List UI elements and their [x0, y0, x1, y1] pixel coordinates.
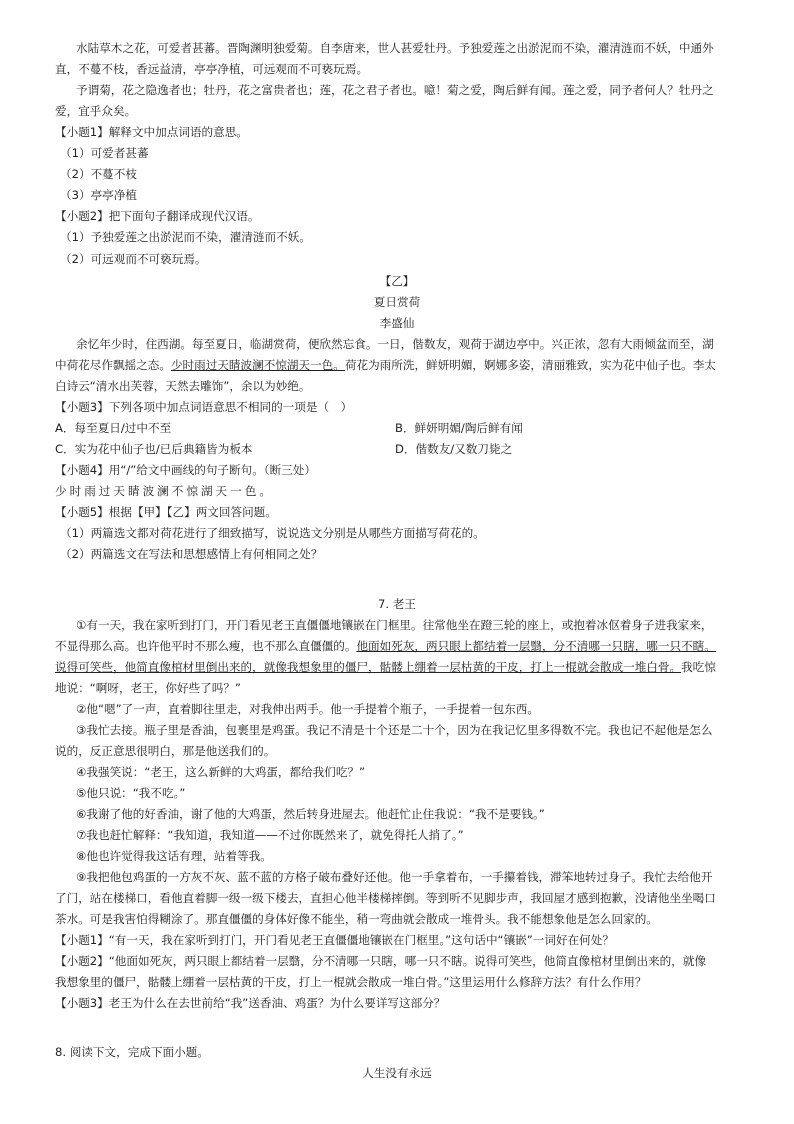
section-8-title: 人生没有永远: [362, 1066, 432, 1080]
yi-question-4-sentence: 少时雨过天睛波澜不惊湖天一色。: [55, 484, 274, 498]
option-b: B．鲜妍明媚/陶后鲜有闻: [395, 421, 523, 435]
jia-question-1-item-3: （3）亭亭净植: [60, 188, 137, 202]
jia-question-2-item-2: （2）可远观而不可亵玩焉。: [60, 252, 207, 266]
yi-line-2-suffix: 荷花为雨所洗，鲜妍明媚，婀娜多姿，清丽雅致，实为花中仙子也。李太: [344, 358, 716, 372]
s7-p3-line-1: ③我忙去接。瓶子里是香油，包裹里是鸡蛋。我记不清是十个还是二十个，因为在我记忆里多得数不完。我也记不起他是怎么: [76, 723, 713, 737]
jia-question-1-item-1: （1）可爱者甚蕃: [60, 146, 149, 160]
s7-p1-line-3-suffix: 我吃惊: [681, 660, 716, 674]
s7-p1-line-4: 地说：“啊呀，老王，你好些了吗？”: [55, 681, 241, 695]
s7-p6: ⑥我谢了他的好香油，谢了他的大鸡蛋，然后转身进屋去。他赶忙止住我说：“我不是要钱。”: [76, 807, 545, 821]
jia-paragraph-1-line-1: 水陆草木之花，可爱者甚蕃。晋陶渊明独爱菊。自李唐来，世人甚爱牡丹。予独爱莲之出淤泥而不染，濯清涟而不妖，中通外: [76, 41, 714, 55]
s7-p1-line-2-prefix: 不显得那么高。也许他平时不那么瘦，也不那么直僵僵的。: [55, 639, 357, 653]
yi-question-5-item-2: （2）两篇选文在写法和思想感情上有何相同之处？: [60, 547, 323, 561]
s7-p5: ⑤他只说：“我不吃。”: [76, 786, 186, 800]
yi-underlined-sentence: 少时雨过天睛波澜不惊湖天一色。: [170, 358, 345, 372]
jia-question-1: 【小题1】解释文中加点词语的意思。: [55, 125, 248, 139]
option-c: C．实为花中仙子也/已后典籍皆为板本: [55, 442, 253, 456]
yi-line-2-prefix: 中荷花尽作飘摇之态。: [55, 358, 171, 372]
yi-question-4: 【小题4】用“/”给文中画线的句子断句。（断三处）: [55, 463, 316, 477]
s7-question-1: 【小题1】“有一天，我在家听到打门，开门看见老王直僵僵地镶嵌在门框里。”这句话中“镶嵌”一词好在何处？: [55, 933, 614, 947]
yi-question-5-item-1: （1）两篇选文都对荷花进行了细致描写，说说选文分别是从哪些方面描写荷花的。: [60, 526, 485, 540]
s7-p4: ④我强笑说：“老王，这么新鲜的大鸡蛋，都给我们吃？”: [76, 765, 366, 779]
jia-paragraph-2-line-2: 爱，宜乎众矣。: [55, 104, 137, 118]
yi-question-5: 【小题5】根据【甲】【乙】两文回答问题。: [55, 505, 277, 519]
section-8-heading: 8. 阅读下文，完成下面小题。: [55, 1045, 209, 1059]
s7-p9-line-3: 茶水。可是我害怕得糊涂了。那直僵僵的身体好像不能坐，稍一弯曲就会散成一堆骨头。我不能想象他是怎么回家的。: [55, 912, 658, 926]
s7-p1-line-1: ①有一天，我在家听到打门，开门看见老王直僵僵地镶嵌在门框里。往常他坐在蹬三轮的座上，或抱着冰伛着身子进我家来，: [76, 618, 713, 632]
option-d: D．偕数友/又数刀毙之: [395, 442, 513, 456]
s7-question-3: 【小题3】老王为什么在去世前给“我”送香油、鸡蛋？为什么要详写这部分？: [55, 996, 446, 1010]
s7-p9-line-2: 了门，站在楼梯口，看他直着脚一级一级下楼去，直担心他半楼梯摔倒。等到听不见脚步声，我回屋才感到抱歉，没请他坐坐喝口: [55, 891, 716, 905]
s7-question-2-line-1: 【小题2】“他面如死灰，两只眼上都结着一层翳，分不清哪一只瞎，哪一只不瞎。说得可笑些，他简直像棺材里倒出来的，就像: [55, 954, 707, 968]
s7-question-2-line-2: 我想象里的僵尸，骷髅上绷着一层枯黄的干皮，打上一棍就会散成一堆白骨。”这里运用什么修辞方法？有什么作用？: [55, 975, 647, 989]
yi-label: 【乙】: [379, 274, 415, 288]
s7-p3-line-2: 说的，反正意思很明白，那是他送我们的。: [55, 744, 276, 758]
jia-paragraph-2-line-1: 予谓菊，花之隐逸者也；牡丹，花之富贵者也；莲，花之君子者也。噫！菊之爱，陶后鲜有闻。莲之爱，同予者何人？牡丹之: [76, 83, 714, 97]
jia-question-2-item-1: （1）予独爱莲之出淤泥而不染，濯清涟而不妖。: [60, 230, 311, 244]
yi-author: 李盛仙: [379, 316, 415, 330]
jia-question-1-item-2: （2）不蔓不枝: [60, 167, 137, 181]
yi-paragraph-line-3: 白诗云“清水出芙蓉，天然去雕饰”，余以为妙绝。: [55, 379, 311, 393]
yi-paragraph-line-2: [55, 355, 745, 375]
option-a: A．每至夏日/过中不至: [55, 421, 172, 435]
jia-question-2: 【小题2】把下面句子翻译成现代汉语。: [55, 209, 260, 223]
section-7-heading: 7. 老王: [378, 597, 416, 611]
yi-question-3-options-row-1: [55, 418, 745, 438]
s7-p2: ②他“嗯”了一声，直着脚往里走，对我伸出两手。他一手提着个瓶子，一手提着一包东西。: [76, 702, 539, 716]
s7-p8: ⑧他也许觉得我这话有理，站着等我。: [76, 849, 272, 863]
s7-underlined-text-2: 说得可笑些，他简直像棺材里倒出来的，就像我想象里的僵尸，骷髅上绷着一层枯黄的干皮，打上一棍就会散成一堆白骨。: [55, 660, 682, 674]
yi-question-3-options-row-2: [55, 439, 745, 459]
s7-p1-line-2: [55, 636, 745, 656]
yi-paragraph-line-1: 余忆年少时，住西湖。每至夏日，临湖赏荷，便欣然忘食。一日，偕数友，观荷于湖边亭中。兴正浓，忽有大雨倾盆而至，湖: [76, 337, 714, 351]
s7-p7: ⑦我也赶忙解释：“我知道，我知道——不过你既然来了，就免得托人捎了。”: [76, 828, 464, 842]
s7-p1-line-3: [55, 657, 745, 677]
yi-question-3: 【小题3】下列各项中加点词语意思不相同的一项是（ ）: [55, 400, 353, 414]
s7-underlined-text-1: 他面如死灰，两只眼上都结着一层翳，分不清哪一只瞎，哪一只不瞎。: [356, 639, 716, 653]
s7-p9-line-1: ⑨我把他包鸡蛋的一方灰不灰、蓝不蓝的方格子破布叠好还他。他一手拿着布，一手攥着钱，滞笨地转过身子。我忙去给他开: [76, 870, 713, 884]
yi-title: 夏日赏荷: [373, 295, 421, 309]
jia-paragraph-1-line-2: 直，不蔓不枝，香远益清，亭亭净植，可远观而不可亵玩焉。: [55, 62, 369, 76]
